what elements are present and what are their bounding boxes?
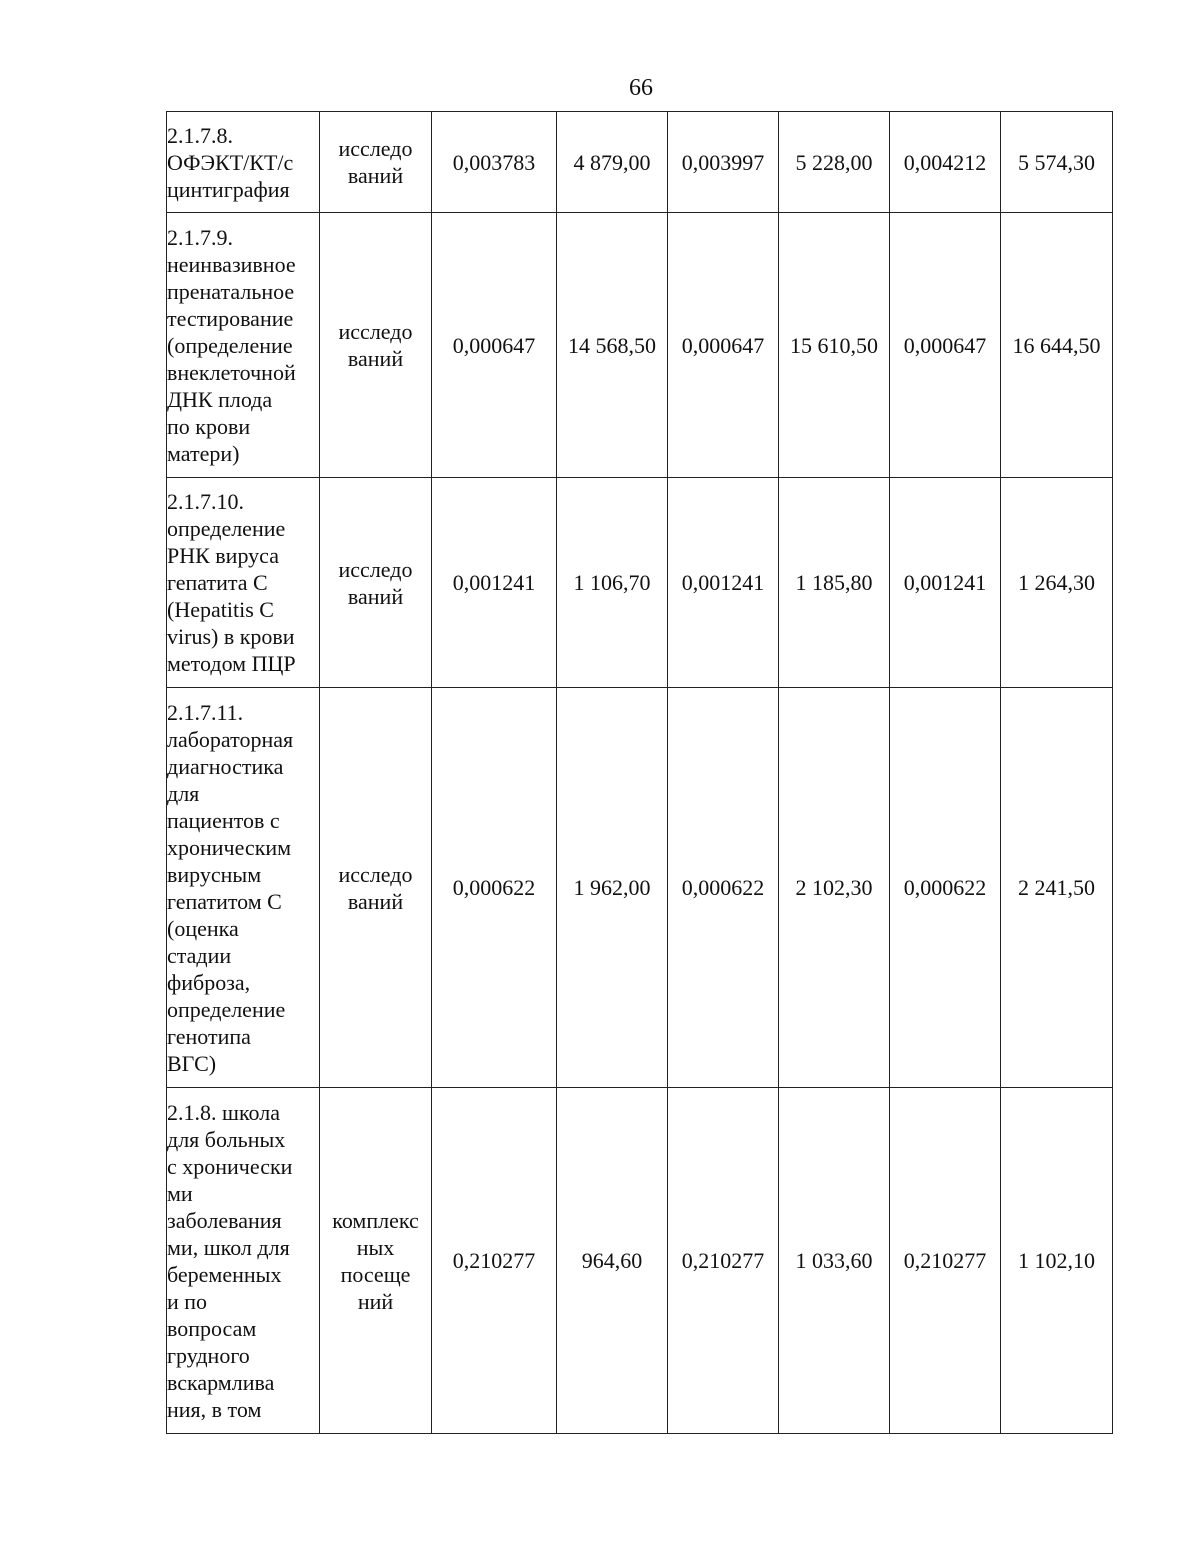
value-cell: 0,003997 — [668, 112, 779, 213]
row-unit: исследо ваний — [320, 112, 432, 213]
value-cell: 0,000622 — [890, 688, 1001, 1088]
value-cell: 0,210277 — [668, 1088, 779, 1434]
row-name: 2.1.7.9. неинвазивное пренатальное тестирование (определение внеклеточной ДНК плода по крови матери) — [167, 213, 320, 478]
table-row — [167, 213, 1113, 478]
row-unit: комплекс ных посеще ний — [320, 1088, 432, 1434]
value-cell: 5 228,00 — [779, 112, 890, 213]
value-cell: 14 568,50 — [557, 213, 668, 478]
value-cell: 1 185,80 — [779, 478, 890, 688]
row-name: 2.1.8. школа для больных с хронически ми заболевания ми, школ для беременных и по вопросам грудного вскармлива ния, в том — [167, 1088, 320, 1434]
value-cell: 2 241,50 — [1001, 688, 1113, 1088]
value-cell: 5 574,30 — [1001, 112, 1113, 213]
value-cell: 0,000647 — [890, 213, 1001, 478]
table-body — [167, 112, 1113, 1434]
table-row — [167, 688, 1113, 1088]
value-cell: 1 102,10 — [1001, 1088, 1113, 1434]
value-cell: 2 102,30 — [779, 688, 890, 1088]
value-cell: 16 644,50 — [1001, 213, 1113, 478]
value-cell: 964,60 — [557, 1088, 668, 1434]
value-cell: 0,001241 — [668, 478, 779, 688]
value-cell: 0,210277 — [432, 1088, 557, 1434]
row-unit: исследо ваний — [320, 213, 432, 478]
row-name: 2.1.7.11. лабораторная диагностика для пациентов с хроническим вирусным гепатитом С (оценка стадии фиброза, определение генотипа ВГС) — [167, 688, 320, 1088]
row-unit: исследо ваний — [320, 478, 432, 688]
value-cell: 0,001241 — [432, 478, 557, 688]
value-cell: 0,004212 — [890, 112, 1001, 213]
table-row — [167, 112, 1113, 213]
data-table — [166, 111, 1113, 1434]
value-cell: 1 033,60 — [779, 1088, 890, 1434]
value-cell: 4 879,00 — [557, 112, 668, 213]
table-row — [167, 1088, 1113, 1434]
value-cell: 0,000622 — [432, 688, 557, 1088]
value-cell: 0,000647 — [668, 213, 779, 478]
value-cell: 15 610,50 — [779, 213, 890, 478]
value-cell: 0,000647 — [432, 213, 557, 478]
row-name: 2.1.7.8. ОФЭКТ/КТ/с цинтиграфия — [167, 112, 320, 213]
value-cell: 1 962,00 — [557, 688, 668, 1088]
value-cell: 1 106,70 — [557, 478, 668, 688]
value-cell: 0,000622 — [668, 688, 779, 1088]
page-number: 66 — [629, 75, 653, 101]
value-cell: 1 264,30 — [1001, 478, 1113, 688]
value-cell: 0,001241 — [890, 478, 1001, 688]
value-cell: 0,210277 — [890, 1088, 1001, 1434]
value-cell: 0,003783 — [432, 112, 557, 213]
row-name: 2.1.7.10. определение РНК вируса гепатита С (Hepatitis C virus) в крови методом ПЦР — [167, 478, 320, 688]
row-unit: исследо ваний — [320, 688, 432, 1088]
table-row — [167, 478, 1113, 688]
